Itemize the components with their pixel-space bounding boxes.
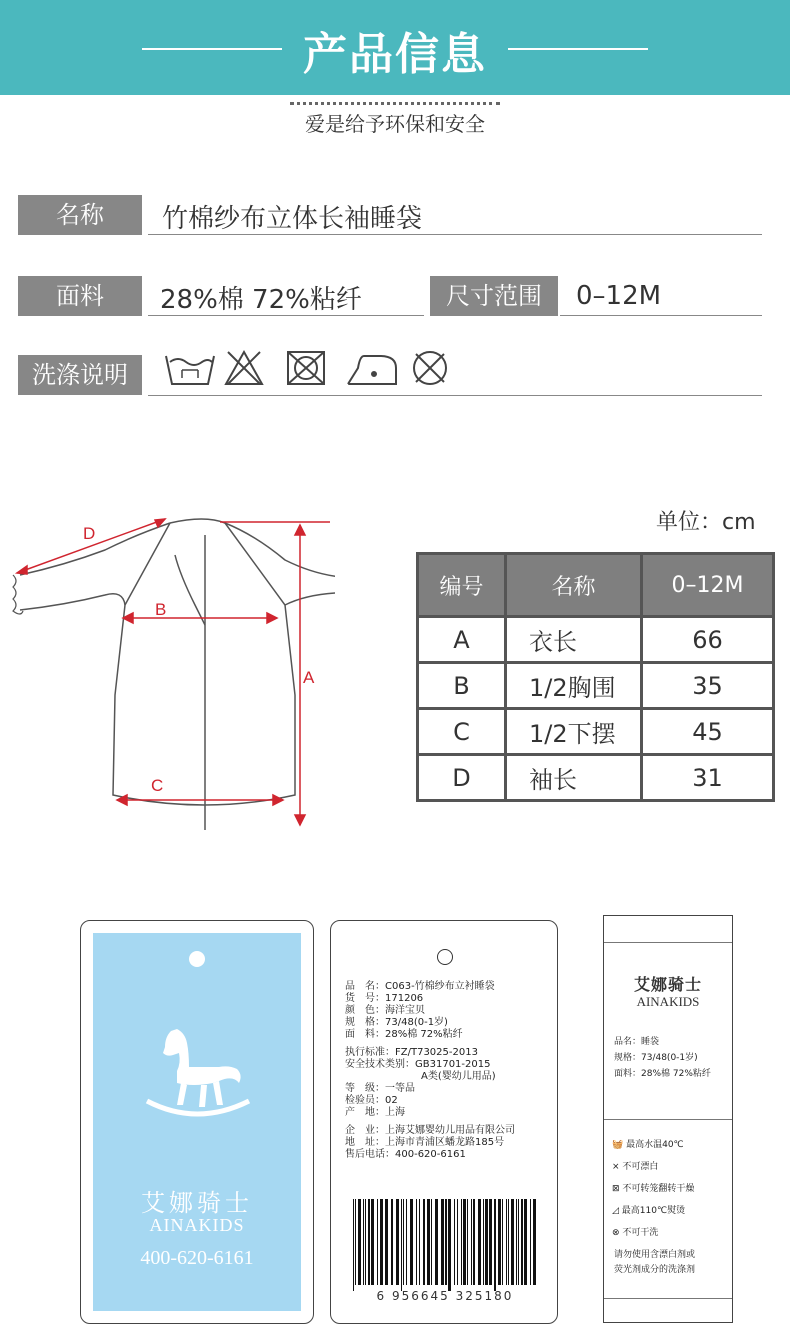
info-line: 售后电话：400-620-6161 bbox=[345, 1149, 466, 1160]
barcode-bar bbox=[516, 1199, 517, 1285]
iron-icon: ◿ bbox=[612, 1206, 619, 1216]
label-spec-lines bbox=[614, 1034, 711, 1082]
tag-hole bbox=[189, 951, 205, 967]
hang-phone: 400-620-6161 bbox=[140, 1247, 254, 1269]
table-row bbox=[418, 755, 774, 801]
barcode-bar bbox=[457, 1199, 458, 1285]
table-row bbox=[418, 617, 774, 663]
dotted-divider bbox=[290, 102, 500, 106]
label-c: C bbox=[151, 776, 164, 795]
barcode-bar bbox=[498, 1199, 501, 1285]
info-line: 颜 色：海洋宝贝 bbox=[345, 1005, 425, 1016]
info-line: 产 地：上海 bbox=[345, 1107, 405, 1118]
info-tag-lines bbox=[345, 981, 515, 1161]
info-line: 面 料：28%棉 72%粘纤 bbox=[345, 1029, 463, 1040]
barcode-bar bbox=[489, 1199, 492, 1285]
barcode-bar bbox=[483, 1199, 484, 1285]
no-tumble-dry-icon bbox=[288, 352, 324, 384]
care-text: 不可漂白 bbox=[622, 1162, 659, 1172]
size-range-value: 0–12M bbox=[576, 281, 662, 311]
barcode-bar bbox=[410, 1199, 413, 1285]
table-row bbox=[418, 663, 774, 709]
label-note bbox=[614, 1248, 695, 1278]
barcode-bar bbox=[478, 1199, 481, 1285]
barcode-bar bbox=[419, 1199, 420, 1285]
barcode-bar bbox=[461, 1199, 462, 1285]
info-line: A类(婴幼儿用品) bbox=[421, 1071, 496, 1082]
fabric-underline bbox=[148, 315, 424, 316]
care-iron-row bbox=[612, 1200, 694, 1222]
fabric-value: 28%棉 72%粘纤 bbox=[160, 285, 362, 315]
sleep-sack-outline bbox=[20, 519, 335, 830]
fold-line bbox=[604, 1298, 732, 1299]
barcode-bar bbox=[441, 1199, 444, 1285]
barcode-bar bbox=[416, 1199, 417, 1285]
tag-hole bbox=[437, 949, 453, 965]
barcode-bar bbox=[353, 1199, 354, 1291]
barcode-bar bbox=[427, 1199, 430, 1285]
barcode-bar bbox=[506, 1199, 507, 1285]
barcode-bar bbox=[380, 1199, 383, 1285]
barcode-bar bbox=[431, 1199, 432, 1285]
hang-tag-face bbox=[93, 933, 301, 1311]
barcode-bar bbox=[511, 1199, 514, 1285]
hang-tag bbox=[80, 920, 314, 1324]
subtitle: 爱是给予环保和安全 bbox=[305, 112, 485, 136]
name-underline bbox=[148, 234, 762, 235]
barcode-bar bbox=[502, 1199, 503, 1285]
barcode-bar bbox=[467, 1199, 468, 1285]
info-line: 安全技术类别：GB31701-2015 bbox=[345, 1059, 491, 1070]
info-line: 品 名：C063-竹棉纱布立衬睡袋 bbox=[345, 981, 495, 992]
barcode-bar bbox=[358, 1199, 361, 1285]
barcode-bar bbox=[371, 1199, 374, 1285]
header-line-right bbox=[508, 48, 648, 50]
info-line: 货 号：171206 bbox=[345, 993, 424, 1004]
fabric-label: 面料 bbox=[18, 276, 142, 316]
unit-label: 单位：cm bbox=[656, 510, 756, 535]
table-header-row bbox=[418, 554, 774, 617]
info-line: 执行标准：FZ/T73025-2013 bbox=[345, 1047, 478, 1058]
rocking-horse-icon bbox=[143, 1023, 253, 1133]
label-brand-cn: 艾娜骑士 bbox=[633, 975, 702, 994]
barcode-bar bbox=[521, 1199, 523, 1285]
no-dry-clean-icon bbox=[414, 352, 446, 384]
table-row bbox=[418, 709, 774, 755]
barcode-number: 6 956645 325180 bbox=[376, 1289, 514, 1303]
garment-diagram bbox=[5, 515, 335, 840]
info-line: 检验员：02 bbox=[345, 1095, 398, 1106]
hang-brand-en: AINAKIDS bbox=[149, 1215, 245, 1235]
barcode-bar bbox=[508, 1199, 509, 1285]
wash-tub-icon bbox=[166, 356, 214, 384]
barcode-bar bbox=[391, 1199, 393, 1285]
row-value: 35 bbox=[642, 663, 774, 709]
barcode-bar bbox=[435, 1199, 438, 1285]
barcode-bar bbox=[406, 1199, 407, 1285]
info-line: 企 业：上海艾娜婴幼儿用品有限公司 bbox=[345, 1125, 515, 1136]
size-range-label: 尺寸范围 bbox=[430, 276, 558, 316]
barcode bbox=[353, 1199, 537, 1291]
measurement-arrows bbox=[17, 519, 330, 825]
barcode-bar bbox=[494, 1199, 496, 1291]
no-bleach-icon bbox=[226, 352, 262, 384]
note-line: 荧光剂成分的洗涤剂 bbox=[614, 1265, 696, 1275]
care-dryclean-row bbox=[612, 1222, 694, 1244]
barcode-bar bbox=[355, 1199, 356, 1285]
wash-label: 洗涤说明 bbox=[18, 355, 142, 395]
wash-icons bbox=[160, 346, 460, 390]
size-table bbox=[416, 552, 775, 802]
barcode-bar bbox=[445, 1199, 447, 1285]
label-line: 面料：28%棉 72%粘纤 bbox=[614, 1069, 711, 1079]
row-name: 衣长 bbox=[506, 617, 642, 663]
label-a: A bbox=[303, 668, 315, 687]
info-tag bbox=[330, 920, 558, 1324]
label-line: 品名：睡袋 bbox=[614, 1037, 660, 1047]
barcode-bar bbox=[403, 1199, 404, 1285]
row-name: 袖长 bbox=[506, 755, 642, 801]
info-line: 规 格：73/48(0-1岁) bbox=[345, 1017, 448, 1028]
row-code: B bbox=[418, 663, 506, 709]
care-text: 不可转笼翻转干燥 bbox=[622, 1184, 695, 1194]
care-text: 最高水温40℃ bbox=[626, 1140, 684, 1150]
page-title: 产品信息 bbox=[303, 29, 487, 80]
label-brand-en: AINAKIDS bbox=[636, 994, 700, 1009]
no-dry-clean-icon: ⊗ bbox=[612, 1228, 620, 1238]
care-bleach-row bbox=[612, 1156, 694, 1178]
fold-line bbox=[604, 942, 732, 943]
label-care-list bbox=[612, 1134, 694, 1244]
label-b: B bbox=[155, 600, 167, 619]
barcode-bar bbox=[473, 1199, 475, 1285]
barcode-bar bbox=[448, 1199, 451, 1291]
barcode-bar bbox=[423, 1199, 425, 1285]
row-value: 45 bbox=[642, 709, 774, 755]
barcode-bar bbox=[533, 1199, 536, 1285]
barcode-bar bbox=[363, 1199, 364, 1285]
barcode-bar bbox=[485, 1199, 488, 1285]
care-wash-icon-row bbox=[612, 1134, 694, 1156]
no-tumble-dry-icon: ⊠ bbox=[612, 1184, 620, 1194]
hang-brand-cn: 艾娜骑士 bbox=[141, 1189, 253, 1217]
row-code: D bbox=[418, 755, 506, 801]
barcode-bar bbox=[471, 1199, 472, 1285]
wash-underline bbox=[148, 395, 762, 396]
barcode-bar bbox=[377, 1199, 378, 1285]
header-banner bbox=[0, 0, 790, 95]
barcode-bar bbox=[463, 1199, 466, 1285]
wash-tub-icon: 🧺 bbox=[612, 1140, 624, 1150]
barcode-bar bbox=[396, 1199, 399, 1285]
barcode-bar bbox=[530, 1199, 531, 1285]
header-code: 编号 bbox=[418, 554, 506, 617]
header-size: 0–12M bbox=[642, 554, 774, 617]
care-dry-row bbox=[612, 1178, 694, 1200]
row-code: A bbox=[418, 617, 506, 663]
label-d: D bbox=[83, 524, 96, 543]
row-code: C bbox=[418, 709, 506, 755]
barcode-bar bbox=[365, 1199, 366, 1285]
row-name: 1/2胸围 bbox=[506, 663, 642, 709]
left-cuff-icon bbox=[13, 575, 23, 614]
size-range-underline bbox=[560, 315, 762, 316]
header-name: 名称 bbox=[506, 554, 642, 617]
barcode-bar bbox=[524, 1199, 527, 1285]
wash-label-tag bbox=[603, 915, 733, 1323]
care-text: 最高110℃熨烫 bbox=[621, 1206, 686, 1216]
fold-line bbox=[604, 1119, 732, 1120]
row-name: 1/2下摆 bbox=[506, 709, 642, 755]
row-value: 31 bbox=[642, 755, 774, 801]
barcode-bar bbox=[401, 1199, 402, 1291]
note-line: 请勿使用含漂白剂或 bbox=[614, 1250, 696, 1260]
name-value: 竹棉纱布立体长袖睡袋 bbox=[162, 204, 423, 234]
row-value: 66 bbox=[642, 617, 774, 663]
label-line: 规格：73/48(0-1岁) bbox=[614, 1053, 698, 1063]
no-bleach-icon: ⨯ bbox=[612, 1162, 620, 1172]
name-label: 名称 bbox=[18, 195, 142, 235]
info-line: 地 址：上海市青浦区蟠龙路185号 bbox=[345, 1137, 505, 1148]
care-text: 不可干洗 bbox=[622, 1228, 659, 1238]
barcode-bar bbox=[518, 1199, 519, 1285]
barcode-bar bbox=[385, 1199, 388, 1285]
iron-icon bbox=[348, 356, 396, 384]
info-line: 等 级：一等品 bbox=[345, 1083, 415, 1094]
barcode-bar bbox=[454, 1199, 455, 1285]
barcode-bar bbox=[368, 1199, 370, 1285]
